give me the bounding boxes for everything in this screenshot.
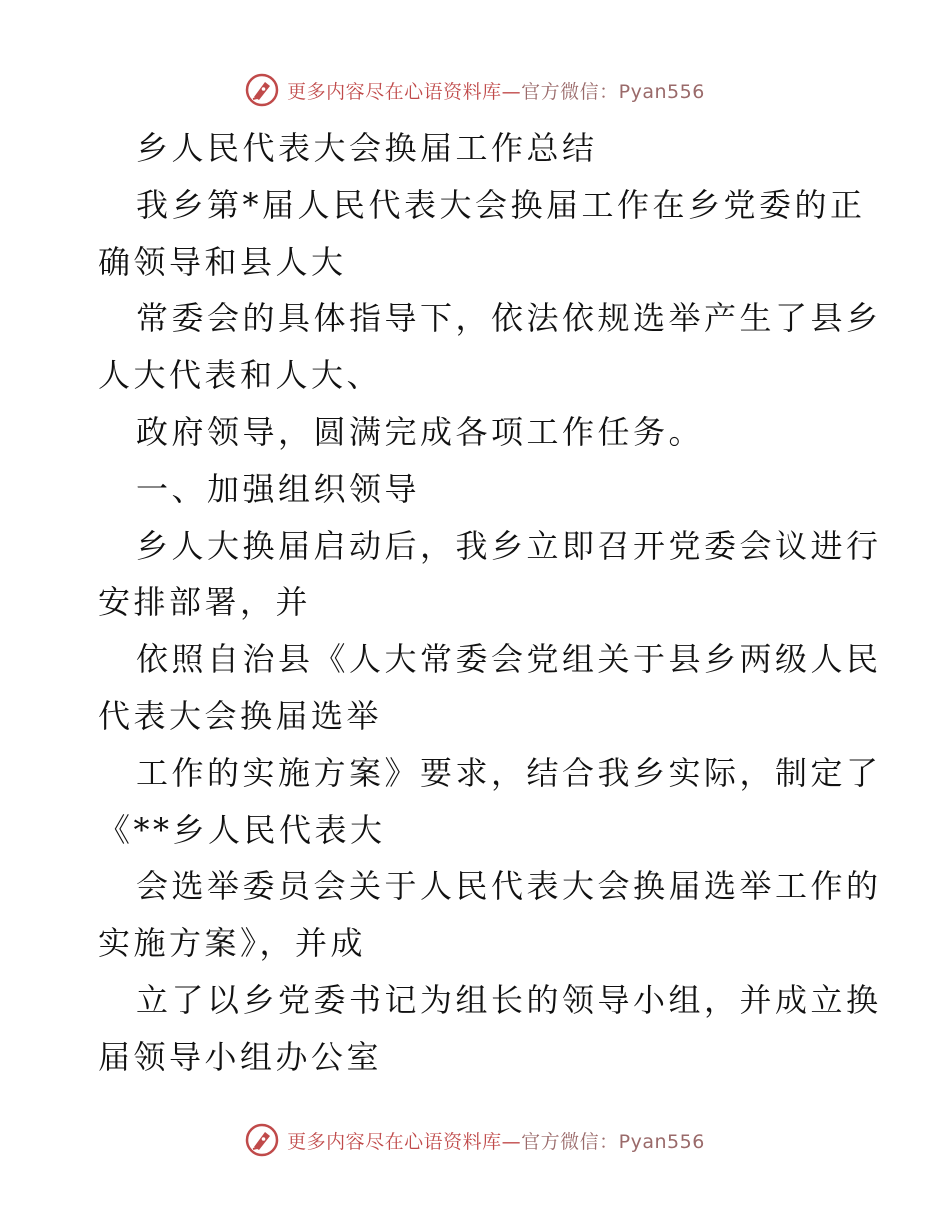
banner-wechat-text: 官方微信：Pyan556 (521, 1130, 705, 1153)
paragraph-line: 会选举委员会关于人民代表大会换届选举工作的 (136, 867, 882, 906)
banner-site-text: 更多内容尽在心语资料库 (287, 80, 502, 103)
paragraph-line: 工作的实施方案》要求，结合我乡实际，制定了 (136, 753, 882, 792)
pen-nib-logo-icon (245, 1123, 279, 1157)
paragraph-line: 届领导小组办公室 (98, 1037, 383, 1076)
paragraph-line: 《**乡人民代表大 (98, 810, 386, 849)
paragraph-line: 依照自治县《人大常委会党组关于县乡两级人民 (136, 640, 882, 679)
header-banner (0, 70, 950, 110)
paragraph-line: 代表大会换届选举 (98, 696, 383, 735)
paragraph-line: 政府领导，圆满完成各项工作任务。 (136, 412, 705, 451)
pen-nib-logo-icon (245, 73, 279, 107)
paragraph-line: 立了以乡党委书记为组长的领导小组，并成立换 (136, 980, 882, 1019)
paragraph-line: 乡人大换届启动后，我乡立即召开党委会议进行 (136, 526, 882, 565)
banner-wechat-text: 官方微信：Pyan556 (521, 80, 705, 103)
document-body (98, 120, 882, 1086)
paragraph-line: 人大代表和人大、 (98, 356, 383, 395)
paragraph-line: 我乡第*届人民代表大会换届工作在乡党委的正 (136, 185, 866, 224)
paragraph-line: 确领导和县人大 (98, 242, 347, 281)
banner-site-text: 更多内容尽在心语资料库 (287, 1130, 502, 1153)
document-title: 乡人民代表大会换届工作总结 (136, 129, 598, 167)
footer-banner (0, 1120, 950, 1160)
banner-dash: — (501, 1130, 522, 1153)
section-heading: 一、加强组织领导 (136, 469, 421, 508)
paragraph-line: 安排部署，并 (98, 583, 312, 622)
banner-dash: — (501, 80, 522, 103)
paragraph-line: 实施方案》，并成 (98, 924, 367, 963)
paragraph-line: 常委会的具体指导下，依法依规选举产生了县乡 (136, 299, 882, 338)
